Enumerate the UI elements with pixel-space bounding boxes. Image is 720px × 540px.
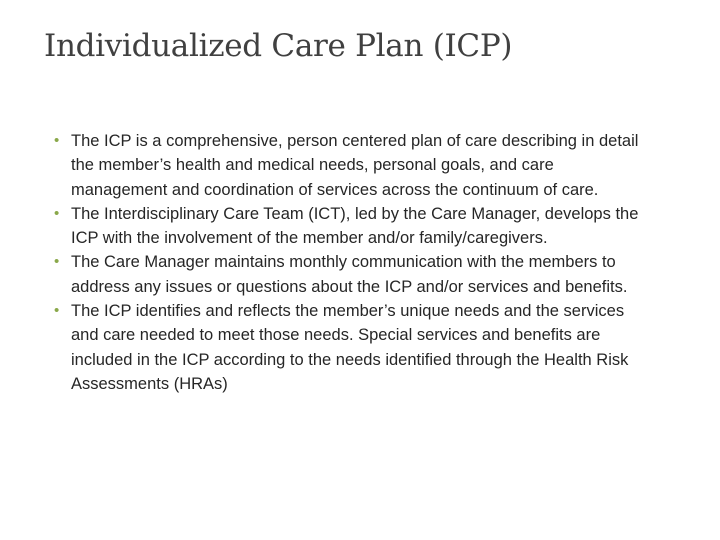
bullet-item	[54, 250, 654, 299]
bullet-text: The ICP identifies and reflects the member’s unique needs and the services and care needed to meet those needs. Special services and benefits are included in the ICP according to the needs identified through the Health Risk Assessments (HRAs)	[71, 302, 629, 393]
bullet-item	[54, 129, 654, 202]
slide-title: Individualized Care Plan (ICP)	[44, 28, 513, 64]
bullet-dot-icon: •	[54, 302, 60, 320]
bullet-dot-icon: •	[54, 204, 60, 222]
bullet-dot-icon: •	[54, 132, 60, 149]
bullet-item	[54, 299, 654, 396]
bullet-item	[54, 202, 654, 251]
bullet-list	[54, 129, 654, 396]
bullet-dot-icon: •	[54, 253, 60, 271]
bullet-text: The Care Manager maintains monthly communication with the members to address any issues or questions about the ICP and/or services and benefits.	[71, 253, 628, 296]
bullet-text: The ICP is a comprehensive, person centered plan of care describing in detail the member’s health and medical needs, personal goals, and care management and coordination of services across the continuum of care.	[71, 132, 639, 199]
bullet-text: The Interdisciplinary Care Team (ICT), led by the Care Manager, develops the ICP with the involvement of the member and/or family/caregivers.	[71, 204, 639, 248]
